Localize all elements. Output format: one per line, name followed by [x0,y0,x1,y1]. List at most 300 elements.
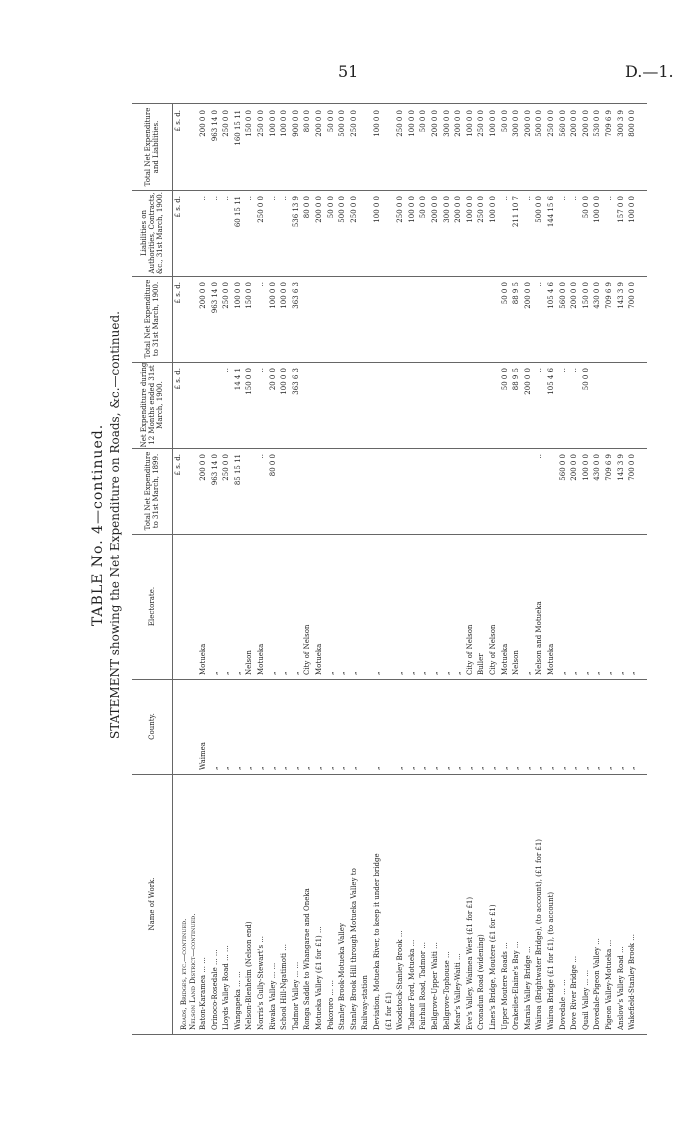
row-exp1899 [454,448,463,534]
row-exp12: 88 9 5 [512,368,521,391]
row-liabilities: 100 0 0 [593,196,602,223]
row-name: School Hill-Ngatimoti ... [280,944,289,1030]
row-exp1899: 85 15 11 [233,454,242,486]
row-total: 200 0 0 [523,110,532,137]
row-liabilities: 144 15 6 [547,196,555,228]
row-name: Quail Valley ... ... [581,969,590,1030]
row-exp12: 20 0 0 [268,368,277,391]
row-electorate: „ [593,671,602,675]
row-electorate: Motueka [315,643,323,675]
row-total: 900 0 0 [291,110,300,137]
row-electorate: „ [407,671,416,675]
row-exp1900 [350,276,359,362]
row-exp1900: 963 14 0 [210,282,219,314]
row-name: Lloyds Valley Road ... ... [222,945,231,1030]
row-exp12: .. [570,368,579,373]
row-total: 250 0 0 [349,110,358,137]
row-county: „ [523,766,532,770]
row-total: 530 0 0 [593,110,602,137]
row-exp1900: 363 6 3 [291,282,300,309]
row-total: 100 0 0 [489,110,497,137]
row-name: Woodstock-Stanley Brook ... [396,930,405,1030]
row-exp1900: 88 9 5 [512,282,521,305]
row-electorate: Motueka [199,643,207,675]
row-exp1899: 80 0 0 [268,454,277,477]
row-exp1899: 143 3 9 [616,454,625,481]
row-electorate: „ [558,671,567,675]
row-exp1899: 560 0 0 [558,454,567,481]
rotated-table [90,15,650,1035]
row-name: Orinoco-Rosedale ... ... [210,949,219,1030]
row-electorate: „ [268,671,277,675]
row-total: 100 0 0 [268,110,277,137]
header-electorate: Electorate. [132,534,173,679]
row-total: 80 0 0 [303,110,312,133]
row-exp12: .. [222,368,231,373]
row-exp1900: 430 0 0 [593,282,602,309]
row-liabilities: 250 0 0 [477,196,486,223]
row-total: 50 0 0 [500,110,509,133]
row-liabilities: 100 0 0 [628,196,637,223]
row-exp1900: 143 3 9 [616,282,625,309]
row-exp1899 [303,448,312,534]
row-liabilities: 200 0 0 [431,196,439,223]
row-county: „ [431,766,439,770]
row-exp12 [396,362,405,448]
row-exp12: .. [257,368,265,373]
row-total: 250 0 0 [477,110,486,137]
row-electorate: „ [442,671,451,675]
row-county: „ [373,766,381,770]
row-name: Wairoa (Brightwater Bridge), (to account), (£1 for £1) [535,838,544,1030]
row-exp1900: 200 0 0 [199,282,207,309]
row-name: Wangapeka ... ... [233,971,242,1030]
row-liabilities: .. [210,196,219,201]
row-exp1900 [385,276,394,362]
row-name: Motueka Valley (£1 for £1) ... [315,926,323,1030]
row-exp1900 [361,276,370,362]
row-name: Tadmor Valley ... ... [291,961,300,1030]
row-exp12 [466,362,475,448]
row-electorate: „ [454,671,463,675]
row-exp1899 [547,448,556,534]
row-exp12 [443,362,452,448]
row-county: „ [210,766,219,770]
row-liabilities: 500 0 0 [535,196,544,223]
row-exp1900 [327,276,336,362]
header-exp12: Net Expenditure during 12 Months ended 31st March, 1900. [132,362,173,448]
row-total: 800 0 0 [628,110,637,137]
row-name: Dove River Bridge ... [570,955,579,1030]
row-liabilities: 211 10 7 [512,196,521,228]
row-exp12 [605,362,614,448]
row-electorate: „ [523,671,532,675]
row-exp1899 [245,448,254,534]
row-exp12 [373,362,382,448]
row-electorate: „ [373,671,381,675]
row-exp12 [211,362,220,448]
row-total: 100 0 0 [373,110,381,137]
row-liabilities: 80 0 0 [303,196,312,219]
row-total [361,104,370,190]
row-exp1900: 150 0 0 [581,282,590,309]
document-reference: D.—1. [625,62,674,81]
row-exp1900: 200 0 0 [570,282,579,309]
row-county: „ [581,766,590,770]
row-county: „ [303,766,312,770]
row-exp1899 [431,448,440,534]
row-liabilities: .. [222,196,231,201]
row-total: 50 0 0 [326,110,335,133]
row-exp1899 [280,448,289,534]
row-liabilities: 100 0 0 [489,196,497,223]
row-exp1900: 560 0 0 [558,282,567,309]
row-total: 560 0 0 [558,110,567,137]
row-electorate: „ [396,671,405,675]
row-county: „ [512,766,521,770]
row-liabilities: .. [245,196,254,201]
units-exp1900: £ s. d. [174,282,182,304]
row-name: Wakefield-Stanley Brook ... [628,934,637,1030]
row-county: „ [547,766,555,770]
row-liabilities [361,190,370,276]
row-name: Cronadun Road (widening) [477,934,486,1030]
row-total: 200 0 0 [431,110,439,137]
row-exp1900 [408,276,417,362]
row-total: 500 0 0 [338,110,347,137]
row-name: Ronga Saddle to Whangarae and Oneka [303,888,312,1030]
row-exp12 [385,362,394,448]
row-name: Mear's Valley-Waiti ... [454,953,463,1030]
row-county: „ [570,766,579,770]
row-county [385,679,394,774]
row-exp1899: 100 0 0 [581,454,590,481]
row-liabilities: 157 0 0 [616,196,625,223]
row-county: Waimea [199,742,207,770]
row-electorate: City of Nelson [303,624,312,675]
row-name: Maraia Valley Bridge ... [523,946,532,1030]
row-total: 100 0 0 [465,110,474,137]
row-exp1899 [408,448,417,534]
row-exp12 [477,362,486,448]
row-exp1899 [327,448,336,534]
row-electorate: Nelson [245,650,254,675]
row-exp12 [327,362,336,448]
row-exp1899 [477,448,486,534]
row-total: 100 0 0 [407,110,416,137]
row-exp12 [338,362,347,448]
section-subheading: Nelson Land District—continued. [189,913,197,1030]
row-name: Fairhall Road, Tadmor ... [419,942,428,1030]
row-exp1900 [419,276,428,362]
row-exp12 [199,362,208,448]
row-electorate: Nelson and Motueka [535,601,544,675]
row-name: Riwaka Valley ... ... [268,962,277,1030]
header-county: County. [132,679,173,774]
row-county: „ [407,766,416,770]
row-liabilities: 536 13 9 [291,196,300,228]
header-name: Name of Work. [132,774,173,1034]
row-county: „ [396,766,405,770]
row-liabilities [385,190,394,276]
row-electorate: Motueka [547,643,555,675]
row-county: „ [628,766,637,770]
row-liabilities: 50 0 0 [419,196,428,219]
row-county: „ [477,766,486,770]
col-county [132,679,647,775]
row-exp1900: 105 4 6 [547,282,555,309]
row-electorate: „ [326,671,335,675]
row-exp12: 50 0 0 [581,368,590,391]
row-exp1899: 200 0 0 [199,454,207,481]
row-exp1899 [385,448,394,534]
row-total: 250 0 0 [257,110,265,137]
row-exp1900 [315,276,324,362]
row-total: 250 0 0 [396,110,405,137]
row-liabilities: 100 0 0 [407,196,416,223]
row-total: 200 0 0 [199,110,207,137]
row-exp12: 363 6 3 [291,368,300,395]
row-electorate: „ [431,671,439,675]
units-exp12: £ s. d. [174,368,182,390]
header-exp1900: Total Net Expenditure to 31st March, 1900. [132,276,173,362]
row-total: 160 15 11 [233,110,242,146]
row-exp1900: .. [535,282,544,287]
row-liabilities: 250 0 0 [257,196,265,223]
row-exp1899: 963 14 0 [210,454,219,486]
row-county: „ [558,766,567,770]
row-electorate [361,534,370,679]
row-exp1899: 250 0 0 [222,454,231,481]
row-liabilities: .. [199,196,207,201]
row-name: Dovedale ... ... [558,979,567,1030]
col-exp1900 [132,276,647,363]
row-exp12 [303,362,312,448]
row-county: „ [419,766,428,770]
row-liabilities: 50 0 0 [581,196,590,219]
row-exp1899: 200 0 0 [570,454,579,481]
row-total: 963 14 0 [210,110,219,142]
row-exp1900 [443,276,452,362]
row-exp12 [617,362,626,448]
table-title: TABLE No. 4—continued. [90,423,106,627]
row-county: „ [605,766,613,770]
row-electorate: „ [222,671,231,675]
row-name: (£1 for £1) [384,992,393,1030]
row-exp1900 [489,276,498,362]
row-county: „ [326,766,335,770]
row-liabilities: 250 0 0 [396,196,405,223]
row-exp1899 [338,448,347,534]
row-total: 300 0 0 [442,110,451,137]
row-total: 300 3 9 [616,110,625,137]
row-name: Stanley Brook Hill through Motueka Valley to [349,868,358,1030]
col-exp1899 [132,448,647,535]
row-name: Deviation, Motueka River, to keep it under bridge [373,853,381,1030]
units-total: £ s. d. [174,110,182,132]
row-electorate: „ [233,671,242,675]
row-total: 709 6 9 [605,110,613,137]
row-electorate: „ [210,671,219,675]
row-exp1900 [477,276,486,362]
row-total: 200 0 0 [581,110,590,137]
row-exp1899: .. [257,454,265,459]
row-exp12: 105 4 6 [547,368,555,395]
row-county: „ [315,766,323,770]
row-exp1899 [350,448,359,534]
row-total: 500 0 0 [535,110,544,137]
row-exp1900: 700 0 0 [628,282,637,309]
row-exp1899 [292,448,301,534]
row-exp1900: 150 0 0 [245,282,254,309]
row-liabilities: 100 0 0 [465,196,474,223]
row-county: „ [233,766,242,770]
row-liabilities: .. [500,196,509,201]
row-exp1900: 100 0 0 [268,282,277,309]
row-exp12 [419,362,428,448]
row-total: 300 0 0 [512,110,521,137]
row-electorate: „ [349,671,358,675]
row-county: „ [222,766,231,770]
row-electorate: „ [570,671,579,675]
row-name: Eve's Valley, Waimea West (£1 for £1) [465,896,474,1030]
row-electorate: City of Nelson [489,624,497,675]
header-liabilities: Liabilities on Authorities, Contracts, &c., 31st March, 1900. [132,190,173,276]
row-exp12 [408,362,417,448]
row-total: 50 0 0 [419,110,428,133]
row-liabilities: 250 0 0 [349,196,358,223]
row-exp1899 [315,448,324,534]
col-total [132,103,647,191]
row-county: „ [268,766,277,770]
row-exp1900: 200 0 0 [523,282,532,309]
row-county: „ [245,766,254,770]
row-total: 250 0 0 [547,110,555,137]
row-electorate: Motueka [257,643,265,675]
units-liabilities: £ s. d. [174,196,182,218]
row-electorate: City of Nelson [465,624,474,675]
row-county: „ [280,766,289,770]
row-electorate [385,534,394,679]
row-name: Upper Moutere Roads ... [500,942,509,1030]
row-exp1899 [466,448,475,534]
row-name: Anslow's Valley Road ... [616,946,625,1030]
row-total: 200 0 0 [570,110,579,137]
row-electorate: „ [338,671,347,675]
row-exp12 [454,362,463,448]
row-liabilities: 200 0 0 [315,196,323,223]
row-exp12: 200 0 0 [523,368,532,395]
row-liabilities: 200 0 0 [454,196,463,223]
col-electorate [132,534,647,680]
row-total: 150 0 0 [245,110,254,137]
row-liabilities: 50 0 0 [326,196,335,219]
row-exp1899 [512,448,521,534]
row-exp1899: 709 6 9 [605,454,613,481]
row-county: „ [338,766,347,770]
row-electorate: „ [291,671,300,675]
row-electorate: „ [581,671,590,675]
row-exp1899: .. [535,454,544,459]
row-name: Stanley Brook-Motueka Valley [338,923,347,1030]
row-electorate: Nelson [512,650,521,675]
row-exp1899 [373,448,382,534]
row-name: Bellgrove-Tophouse ... [442,951,451,1030]
row-liabilities: .. [558,196,567,201]
row-exp1900 [466,276,475,362]
row-name: Pigeon Valley-Motueka ... [605,939,613,1030]
row-exp12 [315,362,324,448]
row-exp1900: 50 0 0 [500,282,509,305]
row-total: 200 0 0 [315,110,323,137]
row-exp12 [431,362,440,448]
row-exp1900 [454,276,463,362]
row-exp1899 [361,448,370,534]
row-exp1900: 100 0 0 [233,282,242,309]
row-exp1899 [419,448,428,534]
row-exp12: .. [558,368,567,373]
row-exp1899: 430 0 0 [593,454,602,481]
row-exp1899: 700 0 0 [628,454,637,481]
row-liabilities: 500 0 0 [338,196,347,223]
row-exp1899 [524,448,533,534]
row-total: 200 0 0 [454,110,463,137]
row-electorate: Buller [477,653,486,675]
row-total: 100 0 0 [280,110,289,137]
row-liabilities: .. [280,196,289,201]
row-exp1899 [443,448,452,534]
row-exp1900 [431,276,440,362]
col-name [132,774,647,1035]
row-exp12: 14 4 1 [233,368,242,391]
row-exp1900 [396,276,405,362]
row-name: Wairoa Bridge (£1 for £1), (to account) [547,891,555,1030]
row-county: „ [500,766,509,770]
row-exp1899 [396,448,405,534]
section-heading: Roads, Bridges, etc.—continued. [180,918,188,1030]
table-subtitle: STATEMENT showing the Net Expenditure on Roads, &c.—continued. [108,311,122,739]
row-exp12: 100 0 0 [280,368,289,395]
row-electorate: „ [419,671,428,675]
row-exp1900 [303,276,312,362]
row-exp1900: 250 0 0 [222,282,231,309]
row-exp1899 [501,448,510,534]
row-name: Bellgrove-Upper Waiti ... [431,942,439,1030]
row-county: „ [454,766,463,770]
row-exp12 [361,362,370,448]
row-exp1900 [373,276,382,362]
row-county: „ [442,766,451,770]
row-electorate: Motueka [500,643,509,675]
row-name: Pokororo ... ... [326,979,335,1030]
row-name: Baton-Karamea ... ... [199,957,207,1030]
row-county: „ [489,766,497,770]
row-name: Nelson-Blenheim (Nelson end) [245,921,254,1030]
row-liabilities: .. [268,196,277,201]
row-county: „ [616,766,625,770]
row-exp12: 50 0 0 [500,368,509,391]
row-liabilities: 300 0 0 [442,196,451,223]
row-total: 250 0 0 [222,110,231,137]
row-electorate: „ [616,671,625,675]
col-liabilities [132,190,647,277]
row-county: „ [465,766,474,770]
row-county: „ [349,766,358,770]
row-liabilities: .. [605,196,613,201]
row-name: Orakeiles-Elaine's Bay ... [512,941,521,1030]
row-exp1899 [489,448,498,534]
row-name: Tadmor Ford, Motueka ... [407,939,416,1030]
